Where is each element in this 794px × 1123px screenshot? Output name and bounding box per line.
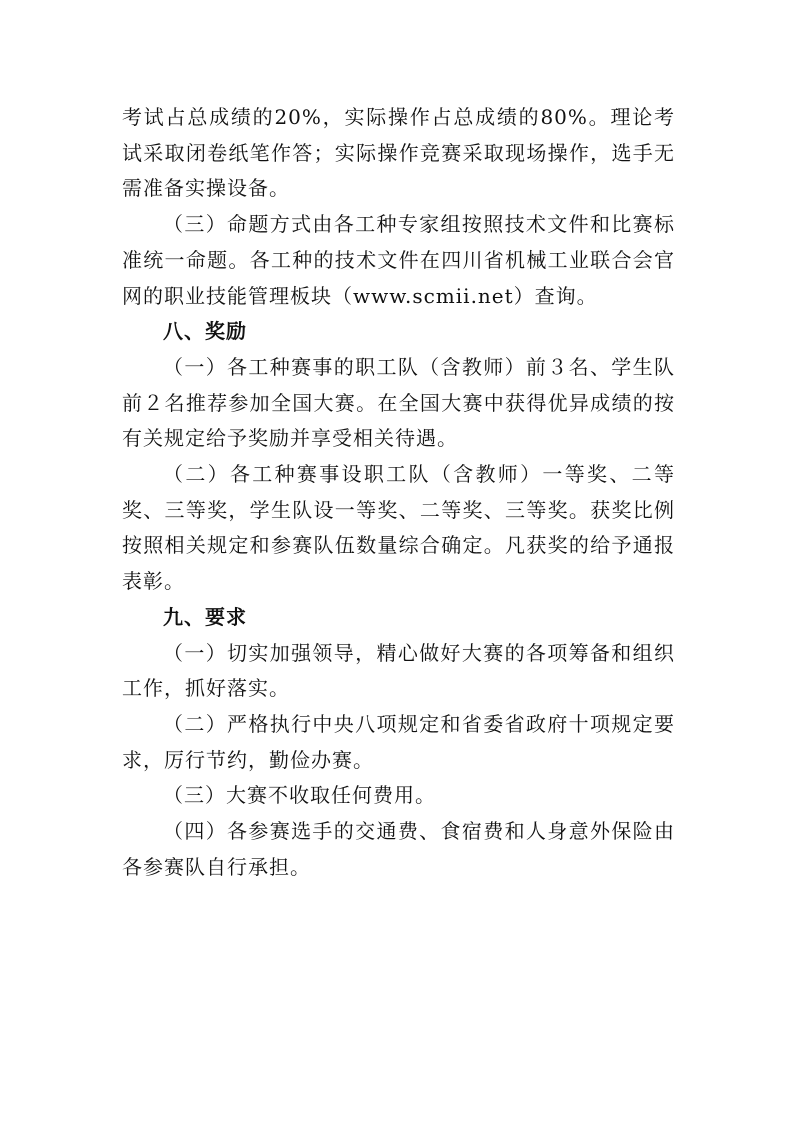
- paragraph-requirement-frugality: （二）严格执行中央八项规定和省委省政府十项规定要求，厉行节约，勤俭办赛。: [122, 711, 675, 772]
- paragraph-requirement-leadership: （一）切实加强领导，精心做好大赛的各项筹备和组织工作，抓好落实。: [122, 640, 675, 701]
- paragraph-question-setting: （三）命题方式由各工种专家组按照技术文件和比赛标准统一命题。各工种的技术文件在四川省机械工业联合会官网的职业技能管理板块（www.scmii.net）查询。: [122, 212, 675, 308]
- paragraph-awards-national: （一）各工种赛事的职工队（含教师）前３名、学生队前２名推荐参加全国大赛。在全国大赛中获得优异成绩的按有关规定给予奖励并享受相关待遇。: [122, 354, 675, 451]
- document-page: [122, 100, 675, 885]
- paragraph-awards-prizes: （二）各工种赛事设职工队（含教师）一等奖、二等奖、三等奖，学生队设一等奖、二等奖、三等奖。获奖比例按照相关规定和参赛队伍数量综合确定。凡获奖的给予通报表彰。: [122, 462, 675, 594]
- section-heading-awards: 八、奖励: [163, 319, 247, 344]
- paragraph-requirement-expenses: （四）各参赛选手的交通费、食宿费和人身意外保险由各参赛队自行承担。: [122, 819, 675, 879]
- section-heading-requirements: 九、要求: [163, 604, 247, 629]
- paragraph-requirement-no-fees: （三）大赛不收取任何费用。: [163, 783, 436, 808]
- paragraph-exam-weighting: 考试占总成绩的20%，实际操作占总成绩的80%。理论考试采取闭卷纸笔作答；实际操作竞赛采取现场操作，选手无需准备实操设备。: [122, 105, 675, 201]
